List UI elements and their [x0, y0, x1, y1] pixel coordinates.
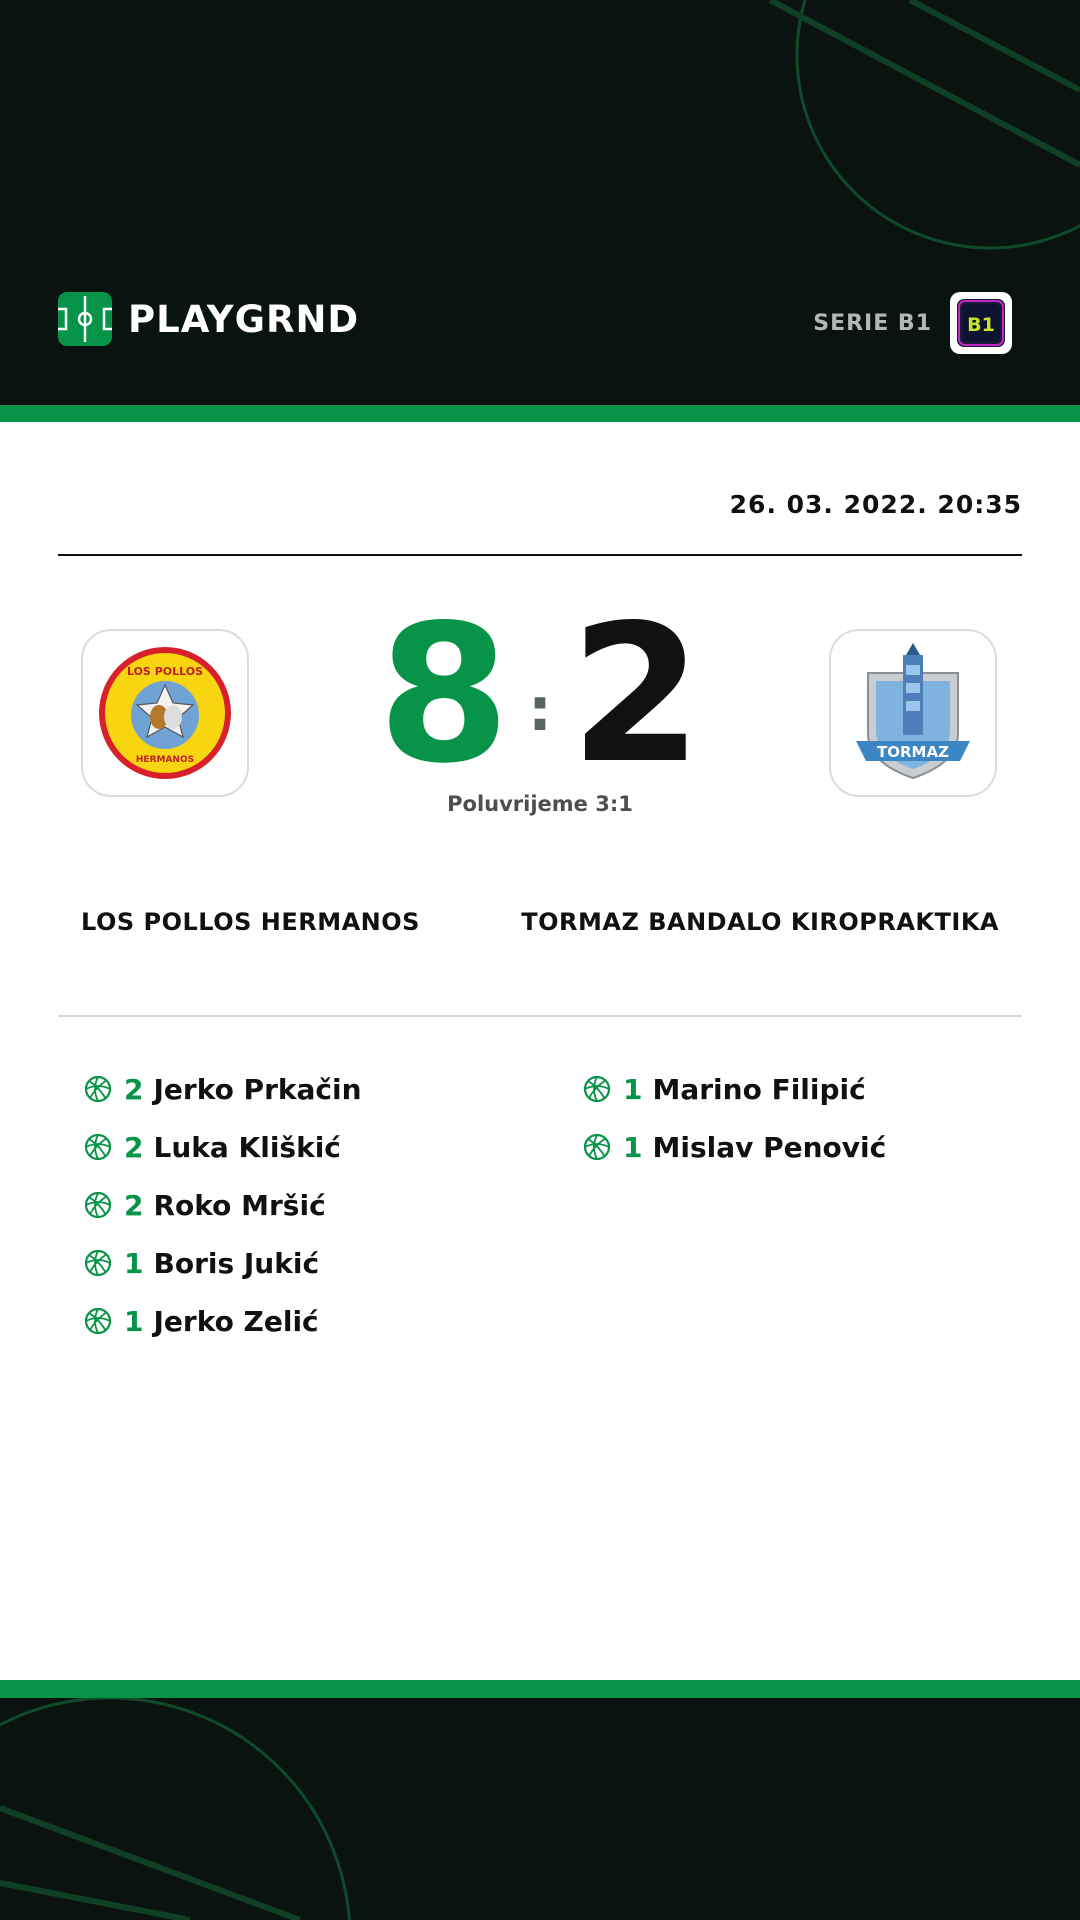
ball-icon: [84, 1075, 112, 1103]
svg-text:LOS POLLOS: LOS POLLOS: [126, 665, 204, 678]
league-badge: [950, 292, 1012, 354]
player-name: Jerko Zelić: [153, 1304, 319, 1338]
goal-count: 2: [124, 1072, 144, 1106]
player-name: Marino Filipić: [652, 1072, 866, 1106]
home-score: 8: [377, 584, 510, 805]
scorer-item: [84, 1118, 362, 1176]
goal-count: 1: [124, 1304, 144, 1338]
scorer-item: [583, 1118, 886, 1176]
league-name: SERIE B1: [813, 310, 932, 336]
goal-count: 1: [623, 1072, 643, 1106]
brand: [58, 292, 359, 346]
away-team-name: TORMAZ BANDALO KIROPRAKTIKA: [521, 908, 999, 936]
ball-icon: [583, 1075, 611, 1103]
ball-icon: [84, 1133, 112, 1161]
svg-text:B1: B1: [967, 314, 995, 336]
scorer-item: [84, 1176, 362, 1234]
brand-name: PLAYGRND: [128, 297, 360, 341]
player-name: Jerko Prkačin: [153, 1072, 362, 1106]
away-team-logo: [829, 629, 997, 797]
ball-icon: [84, 1307, 112, 1335]
away-score: 2: [570, 584, 703, 805]
ball-icon: [84, 1191, 112, 1219]
ball-icon: [84, 1249, 112, 1277]
goal-count: 2: [124, 1188, 144, 1222]
player-name: Roko Mršić: [153, 1188, 326, 1222]
home-scorers-list: [84, 1060, 362, 1350]
scorer-item: [84, 1292, 362, 1350]
home-team-name: LOS POLLOS HERMANOS: [81, 908, 420, 936]
player-name: Luka Kliškić: [153, 1130, 341, 1164]
goal-count: 2: [124, 1130, 144, 1164]
league-logo-icon: [957, 299, 1005, 347]
svg-text:TORMAZ: TORMAZ: [877, 743, 949, 761]
ball-icon: [583, 1133, 611, 1161]
score-separator: :: [528, 675, 552, 745]
goal-count: 1: [124, 1246, 144, 1280]
accent-bar-bottom: [0, 1680, 1080, 1698]
footer-decoration: [0, 1698, 1080, 1920]
scorer-item: [583, 1060, 886, 1118]
away-crest-icon: [848, 643, 978, 783]
league: [813, 292, 1012, 354]
player-name: Mislav Penović: [652, 1130, 887, 1164]
scorer-item: [84, 1060, 362, 1118]
home-team-logo: [81, 629, 249, 797]
scorer-item: [84, 1234, 362, 1292]
match-datetime: 26. 03. 2022. 20:35: [729, 490, 1022, 519]
home-crest-icon: [97, 645, 233, 781]
divider: [58, 554, 1022, 556]
pitch-icon: [58, 292, 112, 346]
svg-text:HERMANOS: HERMANOS: [135, 755, 195, 765]
away-scorers-list: [583, 1060, 886, 1176]
goal-count: 1: [623, 1130, 643, 1164]
accent-bar-top: [0, 405, 1080, 422]
footer: [0, 1698, 1080, 1920]
divider: [58, 1015, 1022, 1017]
header: [0, 0, 1080, 405]
player-name: Boris Jukić: [153, 1246, 320, 1280]
halftime-score: Poluvrijeme 3:1: [447, 792, 633, 816]
